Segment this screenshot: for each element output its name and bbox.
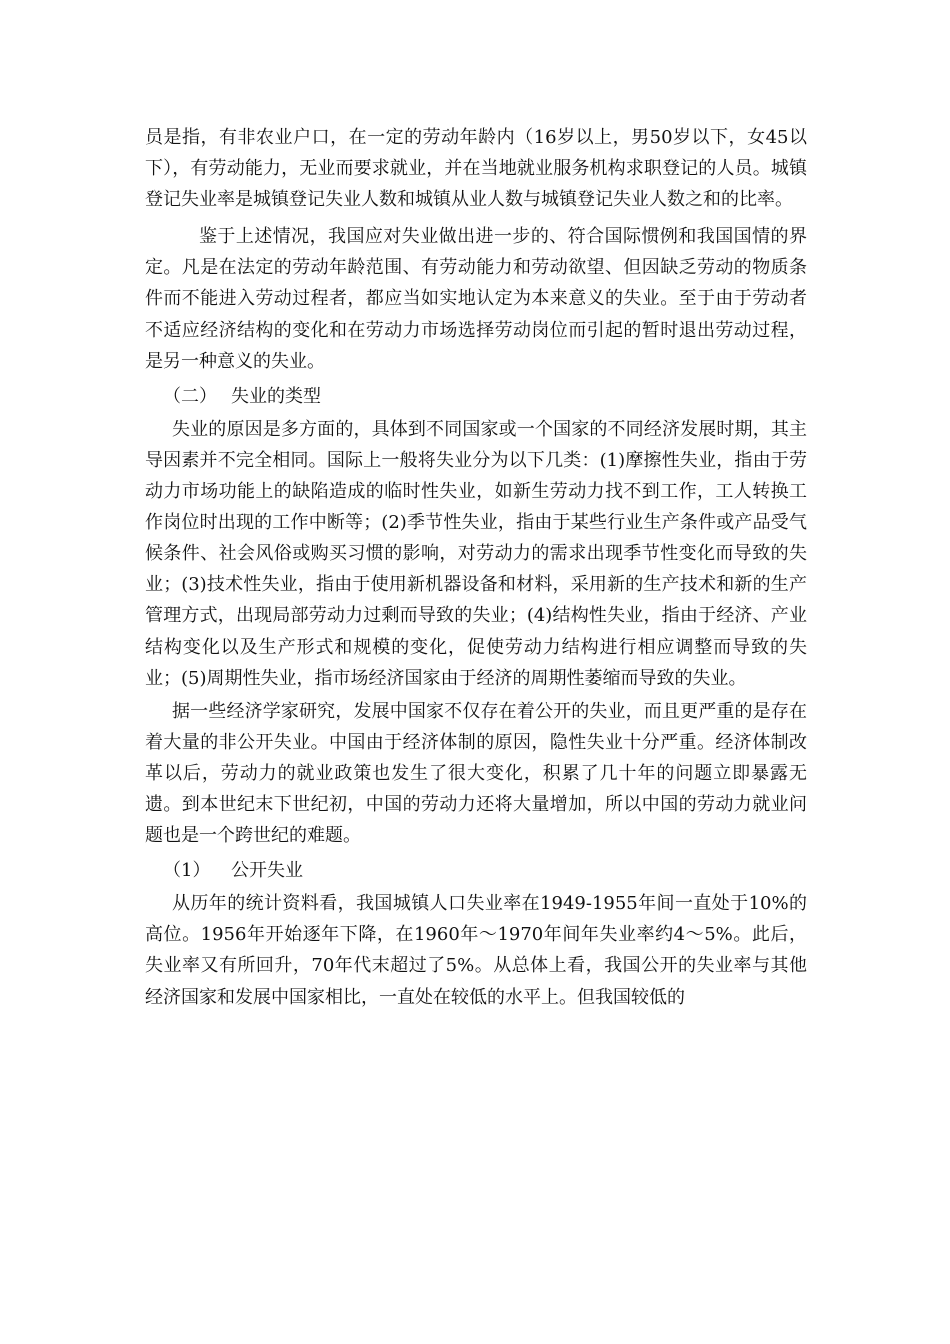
- paragraph-hidden-unemployment: 据一些经济学家研究，发展中国家不仅存在着公开的失业，而且更严重的是存在着大量的非公开失业。中国由于经济体制的原因，隐性失业十分严重。经济体制改革以后，劳动力的就业政策也发生了很大变化，积累了几十年的问题立即暴露无遗。到本世纪末下世纪初，中国的劳动力还将大量增加，所以中国的劳动力就业问题也是一个跨世纪的难题。: [145, 700, 807, 847]
- subsection-heading-number: （1）: [163, 860, 211, 882]
- section-heading-unemployment-types: [145, 381, 807, 412]
- paragraph-unemployment-types: 失业的原因是多方面的，具体到不同国家或一个国家的不同经济发展时期，其主导因素并不完全相同。国际上一般将失业分为以下几类：(1)摩擦性失业，指由于劳动力市场功能上的缺陷造成的临时性失业，如新生劳动力找不到工作，工人转换工作岗位时出现的工作中断等；(2)季节性失业，指由于某些行业生产条件或产品受气候条件、社会风俗或购买习惯的影响，对劳动力的需求出现季节性变化而导致的失业；(3)技术性失业，指由于使用新机器设备和材料，采用新的生产技术和新的生产管理方式，出现局部劳动力过剩而导致的失业；(4)结构性失业，指由于经济、产业结构变化以及生产形式和规模的变化，促使劳动力结构进行相应调整而导致的失业；(5)周期性失业，指市场经济国家由于经济的周期性萎缩而导致的失业。: [145, 418, 807, 689]
- subsection-heading-title: 公开失业: [231, 860, 303, 882]
- section-heading-number: （二）: [163, 385, 217, 407]
- section-heading-title: 失业的类型: [231, 385, 321, 407]
- paragraph-registered-unemployed-definition: 员是指，有非农业户口，在一定的劳动年龄内（16岁以上，男50岁以下，女45以下），有劳动能力，无业而要求就业，并在当地就业服务机构求职登记的人员。城镇登记失业率是城镇登记失业人数和城镇从业人数与城镇登记失业人数之和的比率。: [145, 127, 807, 211]
- paragraph-unemployment-definition-proposal: 鉴于上述情况，我国应对失业做出进一步的、符合国际惯例和我国国情的界定。凡是在法定的劳动年龄范围、有劳动能力和劳动欲望、但因缺乏劳动的物质条件而不能进入劳动过程者，都应当如实地认定为本来意义的失业。至于由于劳动者不适应经济结构的变化和在劳动力市场选择劳动岗位而引起的暂时退出劳动过程，是另一种意义的失业。: [145, 226, 807, 372]
- subsection-heading-open-unemployment: [145, 855, 807, 886]
- document-page: [145, 122, 807, 1013]
- paragraph-open-unemployment-statistics: 从历年的统计资料看，我国城镇人口失业率在1949-1955年间一直处于10%的高位。1956年开始逐年下降，在1960年～1970年间年失业率约4～5%。此后，失业率又有所回升，70年代末超过了5%。从总体上看，我国公开的失业率与其他经济国家和发展中国家相比，一直处在较低的水平上。但我国较低的: [145, 893, 807, 1008]
